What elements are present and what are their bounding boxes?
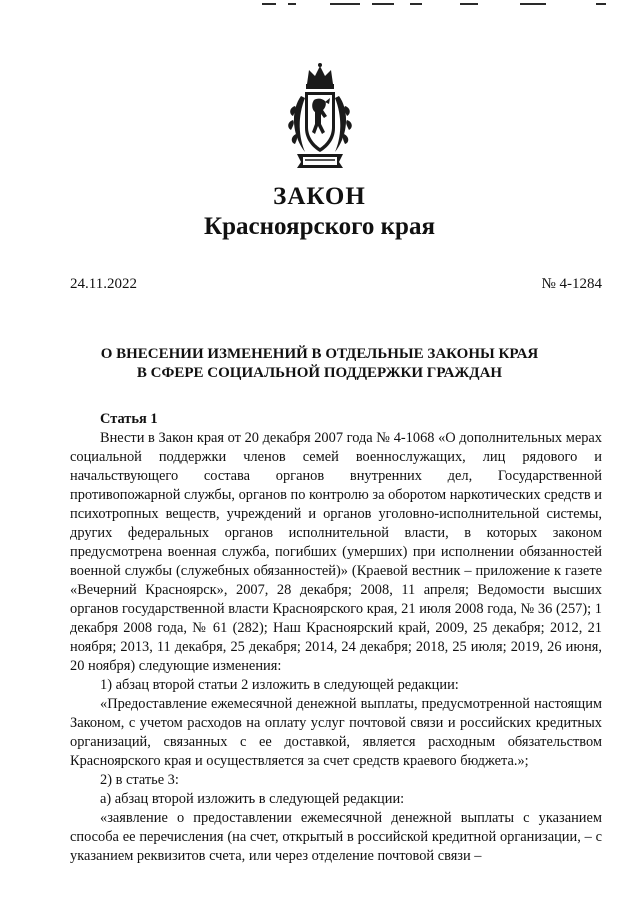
scan-edge-marks xyxy=(0,0,639,8)
law-heading-line-2: В СФЕРЕ СОЦИАЛЬНОЙ ПОДДЕРЖКИ ГРАЖДАН xyxy=(136,365,503,381)
article-paragraph: 2) в статье 3: xyxy=(100,772,179,788)
article-paragraph: «заявление о предоставлении ежемесячной денежной выплаты с указанием способа ее перечисления (на счет, открытый в российской кредитной организации, – с указанием реквизитов счета, или через отделение почтовой связи – xyxy=(70,810,602,864)
article-content xyxy=(70,410,602,866)
law-heading-line-1: О ВНЕСЕНИИ ИЗМЕНЕНИЙ В ОТДЕЛЬНЫЕ ЗАКОНЫ КРАЯ xyxy=(100,346,539,362)
law-date: 24.11.2022 xyxy=(70,276,137,292)
law-subtitle: Красноярского края xyxy=(204,213,435,240)
article-paragraph: а) абзац второй изложить в следующей редакции: xyxy=(100,791,405,807)
law-heading xyxy=(0,345,639,383)
article-paragraph: 1) абзац второй статьи 2 изложить в следующей редакции: xyxy=(100,677,459,693)
law-number: № 4-1284 xyxy=(541,276,602,292)
article-title: Статья 1 xyxy=(100,411,158,427)
article-paragraph: Внести в Закон края от 20 декабря 2007 года № 4-1068 «О дополнительных мерах социальной поддержки членов семей военнослужащих, лиц рядового и начальствующего состава органов внутренних дел, Государственной противопожарной службы, органов по контролю за оборотом наркотических средств и психотропных веществ, учреждений и органов уголовно-исполнительной системы, других федеральных органов исполнительной власти, в которых законом предусмотрена военная служба, погибших (умерших) при исполнении обязанностей военной службы (служебных обязанностей)» (Краевой вестник – приложение к газете «Вечерний Красноярск», 2007, 28 декабря; 2008, 11 апреля; Ведомости высших органов государственной власти Красноярского края, 21 июля 2008 года, № 36 (257); 1 декабря 2008 года, № 61 (282); Наш Красноярский край, 2009, 25 декабря; 2012, 21 ноября; 2013, 11 декабря, 25 декабря; 2014, 24 декабря; 2018, 25 июля; 2019, 26 июня, 20 ноября) следующие изменения: xyxy=(70,430,602,674)
krasnoyarsk-coat-of-arms-icon xyxy=(287,62,353,172)
article-paragraph: «Предоставление ежемесячной денежной выплаты, предусмотренной настоящим Законом, с учетом расходов на оплату услуг почтовой связи и российских кредитных организаций, связанных с ее доставкой, является расходным обязательством Красноярского края и осуществляется за счет средств краевого бюджета.»; xyxy=(70,696,602,769)
law-title: ЗАКОН xyxy=(273,183,366,210)
